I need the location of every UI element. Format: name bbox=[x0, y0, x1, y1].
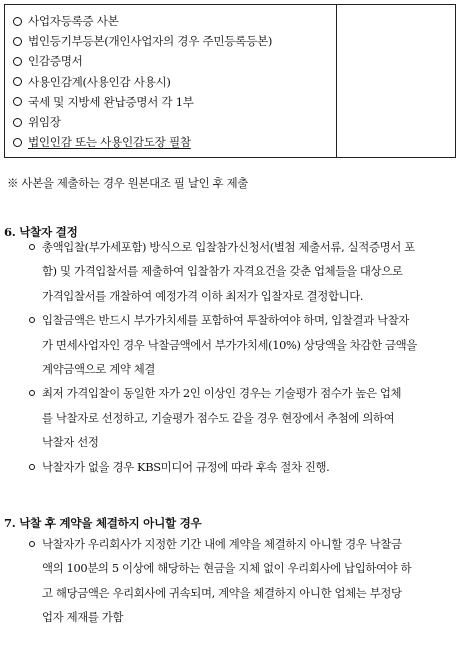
circle-bullet-icon bbox=[13, 138, 22, 147]
section-7-heading: 7. 낙찰 후 계약을 체결하지 아니할 경우 bbox=[4, 516, 202, 530]
circle-bullet-icon bbox=[13, 57, 22, 66]
document-item-label: 법인인감 또는 사용인감도장 필참 bbox=[28, 135, 191, 150]
document-item-label: 사업자등록증 사본 bbox=[28, 14, 119, 29]
paragraph-line: 가 면세사업자인 경우 낙찰금액에서 부가가치세(10%) 상당액을 차감한 금액을 bbox=[42, 337, 417, 352]
section-6-heading: 6. 낙찰자 결정 bbox=[4, 225, 78, 239]
list-item bbox=[13, 11, 272, 31]
list-item bbox=[28, 235, 456, 308]
paragraph-line: 최저 가격입찰이 동일한 자가 2인 이상인 경우는 기술평가 점수가 높은 업체 bbox=[42, 386, 402, 401]
circle-bullet-icon bbox=[13, 118, 22, 127]
circle-bullet-icon bbox=[29, 390, 35, 396]
document-item-label: 국세 및 지방세 완납증명서 각 1부 bbox=[28, 94, 194, 109]
list-item bbox=[28, 532, 456, 630]
circle-bullet-icon bbox=[29, 317, 35, 323]
required-documents-table bbox=[4, 4, 456, 158]
section-6-list bbox=[28, 235, 456, 479]
list-item bbox=[13, 92, 272, 112]
list-item bbox=[28, 455, 456, 479]
circle-bullet-icon bbox=[29, 244, 35, 250]
list-item bbox=[13, 132, 272, 152]
circle-bullet-icon bbox=[13, 97, 22, 106]
circle-bullet-icon bbox=[29, 464, 35, 470]
paragraph-line: 입찰금액은 반드시 부가가치세를 포함하여 투찰하여야 하며, 입찰결과 낙찰자 bbox=[42, 313, 410, 328]
circle-bullet-icon bbox=[13, 17, 22, 26]
paragraph-line: 가격입찰서를 개찰하여 예정가격 이하 최저가 입찰자로 결정합니다. bbox=[42, 288, 364, 303]
paragraph-line: 액의 100분의 5 이상에 해당하는 현금을 지체 없이 우리회사에 납입하여야 하 bbox=[42, 561, 412, 576]
circle-bullet-icon bbox=[13, 77, 22, 86]
section-7-list bbox=[28, 532, 456, 630]
list-item bbox=[13, 112, 272, 132]
list-item bbox=[13, 72, 272, 92]
copy-submission-note: ※ 사본을 제출하는 경우 원본대조 필 날인 후 제출 bbox=[7, 176, 249, 190]
paragraph-line: 계약금액으로 계약 체결 bbox=[42, 362, 156, 377]
list-item bbox=[28, 308, 456, 381]
document-item-label: 법인등기부등본(개인사업자의 경우 주민등록등본) bbox=[28, 34, 273, 49]
document-item-label: 사용인감계(사용인감 사용시) bbox=[28, 74, 171, 89]
paragraph-line: 총액입찰(부가세포함) 방식으로 입찰참가신청서(별첨 제출서류, 실적증명서 포 bbox=[42, 240, 415, 254]
paragraph-line: 업자 제재를 가함 bbox=[42, 610, 124, 625]
document-item-label: 인감증명서 bbox=[28, 54, 83, 69]
table-column-divider bbox=[336, 5, 337, 157]
paragraph-line: 고 해당금액은 우리회사에 귀속되며, 계약을 체결하지 아니한 업체는 부정당 bbox=[42, 585, 402, 600]
list-item bbox=[13, 51, 272, 71]
circle-bullet-icon bbox=[29, 541, 35, 547]
paragraph-line: 낙찰자 선정 bbox=[42, 435, 99, 450]
document-item-label: 위임장 bbox=[28, 115, 61, 130]
circle-bullet-icon bbox=[13, 37, 22, 46]
list-item bbox=[28, 381, 456, 454]
paragraph-line: 를 낙찰자로 선정하고, 기술평가 점수도 같을 경우 현장에서 추첨에 의하여 bbox=[42, 410, 395, 425]
required-documents-list bbox=[13, 11, 272, 152]
list-item bbox=[13, 31, 272, 51]
paragraph-line: 낙찰자가 없을 경우 KBS미디어 규정에 따라 후속 절차 진행. bbox=[42, 459, 330, 474]
paragraph-line: 함) 및 가격입찰서를 제출하여 입찰참가 자격요건을 갖춘 업체들을 대상으로 bbox=[42, 264, 403, 279]
paragraph-line: 낙찰자가 우리회사가 지정한 기간 내에 계약을 체결하지 아니할 경우 낙찰금 bbox=[42, 537, 402, 551]
